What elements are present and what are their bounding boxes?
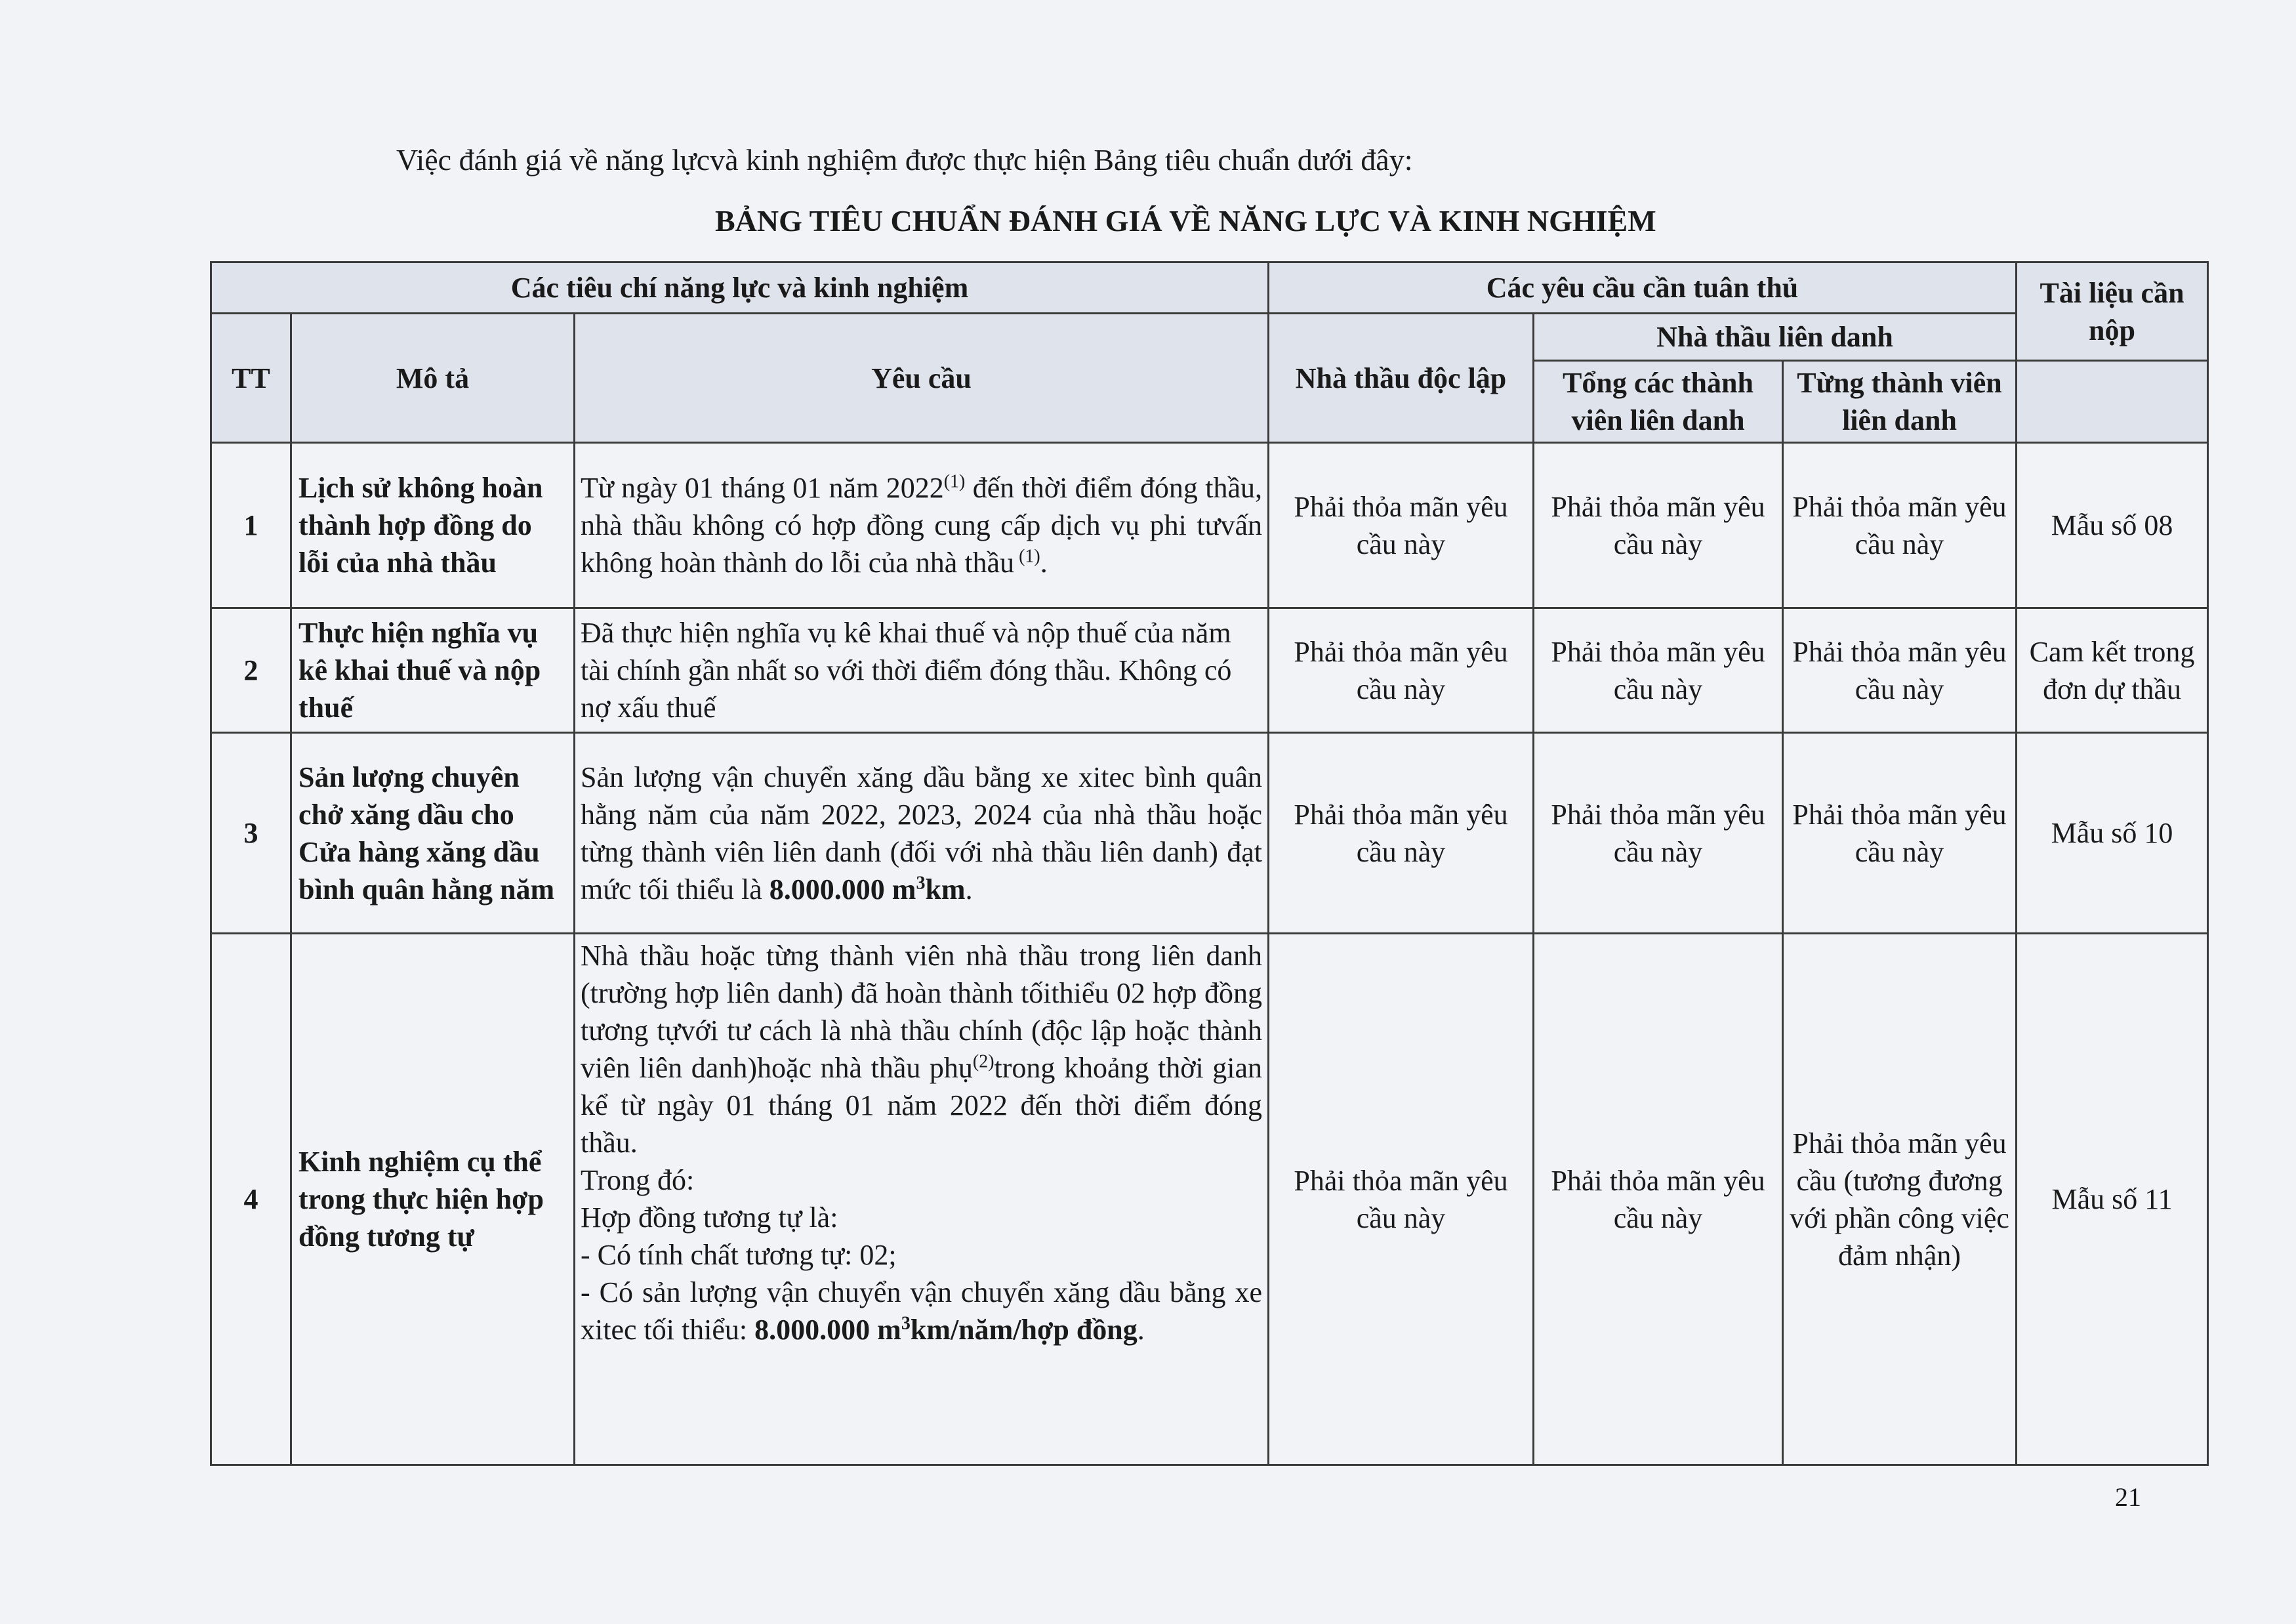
row-description: Lịch sử không hoàn thành hợp đồng do lỗi của nhà thầu [291, 443, 575, 608]
header-documents: Tài liệu cần nộp [2017, 262, 2208, 361]
req-text: . [1137, 1314, 1145, 1346]
row-requirement [575, 934, 1269, 1465]
row-documents: Cam kết trong đơn dự thầu [2017, 608, 2208, 733]
row-independent: Phải thỏa mãn yêu cầu này [1269, 608, 1534, 733]
header-row-2 [211, 314, 2208, 361]
row-tt: 2 [211, 608, 291, 733]
row-jv-each: Phải thỏa mãn yêu cầu này [1783, 443, 2017, 608]
header-independent: Nhà thầu độc lập [1269, 314, 1534, 443]
req-text: Từ ngày 01 tháng 01 năm 2022 [581, 472, 944, 504]
table-title: BẢNG TIÊU CHUẨN ĐÁNH GIÁ VỀ NĂNG LỰC VÀ KINH NGHIỆM [715, 204, 1656, 238]
footnote-mark: (2) [972, 1051, 994, 1072]
header-tt: TT [211, 314, 291, 443]
row-documents: Mẫu số 08 [2017, 443, 2208, 608]
header-description: Mô tả [291, 314, 575, 443]
row-independent: Phải thỏa mãn yêu cầu này [1269, 733, 1534, 934]
row-description: Kinh nghiệm cụ thể trong thực hiện hợp đồng tương tự [291, 934, 575, 1465]
req-paragraph: - Có tính chất tương tự: 02; [581, 1239, 897, 1271]
req-paragraph: Trong đó: [581, 1164, 695, 1196]
header-row-1 [211, 262, 2208, 314]
row-description: Thực hiện nghĩa vụ kê khai thuế và nộp thuế [291, 608, 575, 733]
row-tt: 3 [211, 733, 291, 934]
row-jv-each: Phải thỏa mãn yêu cầu này [1783, 733, 2017, 934]
req-bold: km/năm/hợp đồng [910, 1314, 1138, 1346]
row-jv-total: Phải thỏa mãn yêu cầu này [1534, 443, 1783, 608]
row-jv-total: Phải thỏa mãn yêu cầu này [1534, 934, 1783, 1465]
req-text: . [1040, 547, 1048, 579]
criteria-table [210, 261, 2209, 1466]
req-bold: km [925, 873, 966, 906]
footnote-mark: (1) [943, 471, 966, 492]
header-documents-cont [2017, 361, 2208, 443]
row-requirement: Đã thực hiện nghĩa vụ kê khai thuế và nộp thuế của năm tài chính gần nhất so với thời điểm đóng thầu. Không có nợ xấu thuế [575, 608, 1269, 733]
row-requirement [575, 443, 1269, 608]
row-jv-total: Phải thỏa mãn yêu cầu này [1534, 733, 1783, 934]
req-text: Sản lượng vận chuyển xăng dầu bằng xe xitec bình quân hằng năm của năm 2022, 2023, 2024 của nhà thầu hoặc từng thành viên liên danh (đối với nhà thầu liên danh) đạt mức tối thiểu là [581, 760, 1263, 906]
row-documents: Mẫu số 11 [2017, 934, 2208, 1465]
row-independent: Phải thỏa mãn yêu cầu này [1269, 443, 1534, 608]
req-text: trong khoảng thời gian kể từ ngày 01 tháng 01 năm 2022 đến thời điểm đóng thầu. [581, 1052, 1263, 1159]
req-paragraph: Hợp đồng tương tự là: [581, 1201, 838, 1234]
req-text: . [965, 873, 973, 906]
req-bold: 8.000.000 m [754, 1314, 901, 1346]
superscript-mark: 3 [901, 1313, 911, 1334]
req-text: đến thời điểm đóng thầu, nhà thầu không có hợp đồng cung cấp dịch vụ phi tưvấn không hoàn thành do lỗi của nhà thầu [581, 472, 1263, 579]
row-requirement [575, 733, 1269, 934]
intro-text: Việc đánh giá về năng lựcvà kinh nghiệm được thực hiện Bảng tiêu chuẩn dưới đây: [396, 143, 1413, 177]
row-jv-total: Phải thỏa mãn yêu cầu này [1534, 608, 1783, 733]
row-documents: Mẫu số 10 [2017, 733, 2208, 934]
footnote-mark: (1) [1014, 546, 1040, 567]
superscript-mark: 3 [916, 872, 926, 893]
header-requirement: Yêu cầu [575, 314, 1269, 443]
req-paragraph [581, 937, 1262, 1161]
req-text: Nhà thầu hoặc từng thành viên nhà thầu trong liên danh (trường hợp liên danh) đã hoàn thành tốithiểu 02 hợp đồng tương tựvới tư cách là nhà thầu chính (độc lập hoặc thành viên liên danh)hoặc nhà thầu phụ [581, 940, 1263, 1084]
row-independent: Phải thỏa mãn yêu cầu này [1269, 934, 1534, 1465]
row-tt: 4 [211, 934, 291, 1465]
table-row [211, 934, 2208, 1465]
header-joint-venture: Nhà thầu liên danh [1534, 314, 2017, 361]
row-tt: 1 [211, 443, 291, 608]
req-text: - Có sản lượng vận chuyển vận chuyển xăng dầu bằng xe xitec tối thiểu: [581, 1276, 1263, 1346]
req-bold: 8.000.000 m [769, 873, 916, 906]
row-jv-each: Phải thỏa mãn yêu cầu (tương đương với phần công việc đảm nhận) [1783, 934, 2017, 1465]
req-paragraph [581, 1274, 1262, 1348]
header-jv-each: Từng thành viên liên danh [1783, 361, 2017, 443]
header-jv-total: Tổng các thành viên liên danh [1534, 361, 1783, 443]
row-jv-each: Phải thỏa mãn yêu cầu này [1783, 608, 2017, 733]
table-row [211, 608, 2208, 733]
page-number: 21 [2115, 1482, 2141, 1512]
row-description: Sản lượng chuyên chở xăng dầu cho Cửa hàng xăng dầu bình quân hằng năm [291, 733, 575, 934]
header-criteria-group: Các tiêu chí năng lực và kinh nghiệm [211, 262, 1269, 314]
table-row [211, 733, 2208, 934]
header-compliance-group: Các yêu cầu cần tuân thủ [1269, 262, 2017, 314]
table-row [211, 443, 2208, 608]
